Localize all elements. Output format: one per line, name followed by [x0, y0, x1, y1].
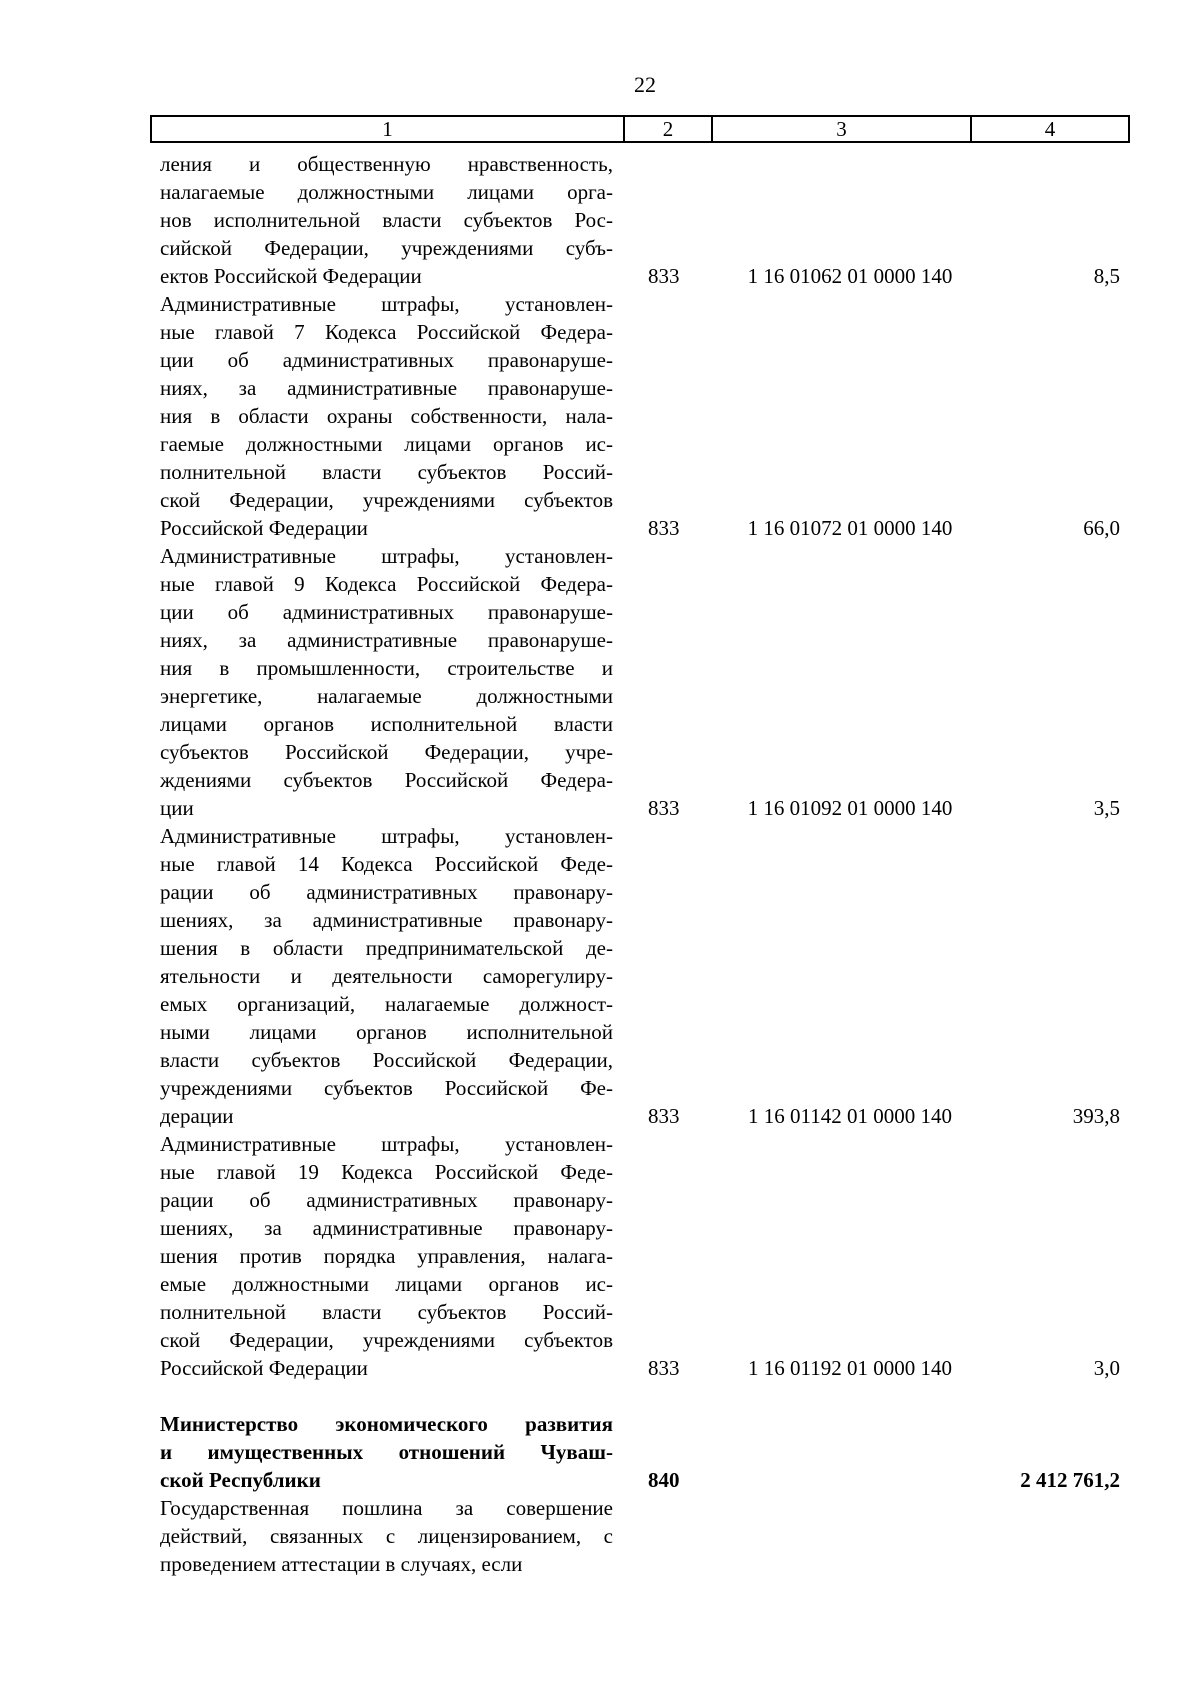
description-line: ятельности и деятельности саморегулиру-: [160, 964, 613, 988]
description-line: ные главой 9 Кодекса Российской Федера-: [160, 572, 613, 596]
table-row-continued: [160, 1494, 1120, 1578]
admin-code: 833: [648, 516, 680, 540]
table-row: [160, 290, 1120, 542]
description-line: ниях, за административные правонаруше-: [160, 376, 613, 400]
amount: 393,8: [1072, 1104, 1120, 1128]
description-line: ектов Российской Федерации: [160, 264, 422, 288]
row-description: [160, 822, 613, 1130]
row-description: [160, 290, 613, 542]
table-row: [160, 1130, 1120, 1382]
description-line: рации об административных правонару-: [160, 880, 613, 904]
description-line: Российской Федерации: [160, 1356, 368, 1380]
description-line: ные главой 14 Кодекса Российской Феде-: [160, 852, 613, 876]
row-description: [160, 150, 613, 290]
table-row: [160, 822, 1120, 1130]
header-col-1: 1: [152, 117, 625, 141]
description-line: ской Республики: [160, 1468, 321, 1492]
description-line: Административные штрафы, установлен-: [160, 544, 613, 568]
description-line: гаемые должностными лицами органов ис-: [160, 432, 613, 456]
page-number: 22: [634, 72, 656, 97]
table-row: [160, 542, 1120, 822]
description-line: ждениями субъектов Российской Федера-: [160, 768, 613, 792]
description-line: налагаемые должностными лицами орга-: [160, 180, 613, 204]
description-line: ской Федерации, учреждениями субъектов: [160, 1328, 613, 1352]
row-description: [160, 1494, 613, 1578]
description-line: ции: [160, 796, 194, 820]
description-line: Административные штрафы, установлен-: [160, 824, 613, 848]
description-line: ления и общественную нравственность,: [160, 152, 613, 176]
budget-code: 1 16 01092 01 0000 140: [747, 796, 953, 820]
amount: 8,5: [1093, 264, 1120, 288]
description-line: Российской Федерации: [160, 516, 368, 540]
budget-code: 1 16 01072 01 0000 140: [747, 516, 953, 540]
description-line: ской Федерации, учреждениями субъектов: [160, 488, 613, 512]
description-line: Министерство экономического развития: [160, 1412, 613, 1436]
table-row: [160, 150, 1120, 290]
budget-code: 1 16 01142 01 0000 140: [748, 1104, 952, 1128]
description-line: проведением аттестации в случаях, если: [160, 1552, 523, 1576]
description-line: ния в промышленности, строительстве и: [160, 656, 613, 680]
admin-code: 833: [648, 796, 680, 820]
amount: 66,0: [1083, 516, 1120, 540]
amount: 3,5: [1093, 796, 1120, 820]
description-line: емые должностными лицами органов ис-: [160, 1272, 613, 1296]
description-line: полнительной власти субъектов Россий-: [160, 460, 613, 484]
description-line: ния в области охраны собственности, нала-: [160, 404, 613, 428]
description-line: рации об административных правонару-: [160, 1188, 613, 1212]
admin-code: 833: [648, 1356, 680, 1380]
description-line: ные главой 19 Кодекса Российской Феде-: [160, 1160, 613, 1184]
description-line: Административные штрафы, установлен-: [160, 1132, 613, 1156]
description-line: нов исполнительной власти субъектов Рос-: [160, 208, 613, 232]
header-col-4: 4: [1044, 117, 1056, 141]
amount: 3,0: [1093, 1356, 1120, 1380]
description-line: ными лицами органов исполнительной: [160, 1020, 613, 1044]
description-line: ные главой 7 Кодекса Российской Федера-: [160, 320, 613, 344]
description-line: сийской Федерации, учреждениями субъ-: [160, 236, 613, 260]
budget-code: 1 16 01062 01 0000 140: [747, 264, 953, 288]
description-line: ции об административных правонаруше-: [160, 600, 613, 624]
row-description: [160, 542, 613, 822]
table-body: [160, 150, 1120, 1578]
amount: 2 412 761,2: [1020, 1468, 1120, 1492]
description-line: Государственная пошлина за совершение: [160, 1496, 613, 1520]
description-line: шения в области предпринимательской де-: [160, 936, 613, 960]
description-line: дерации: [160, 1104, 234, 1128]
description-line: емых организаций, налагаемые должност-: [160, 992, 613, 1016]
admin-code: 833: [648, 1104, 680, 1128]
description-line: субъектов Российской Федерации, учре-: [160, 740, 613, 764]
budget-code: 1 16 01192 01 0000 140: [748, 1356, 952, 1380]
admin-code: 833: [648, 264, 680, 288]
description-line: и имущественных отношений Чуваш-: [160, 1440, 613, 1464]
header-col-2: 2: [625, 117, 713, 141]
row-gap: [160, 1382, 1120, 1410]
row-description: [160, 1410, 613, 1494]
description-line: лицами органов исполнительной власти: [160, 712, 613, 736]
description-line: Административные штрафы, установлен-: [160, 292, 613, 316]
description-line: полнительной власти субъектов Россий-: [160, 1300, 613, 1324]
header-col-3: 3: [713, 117, 972, 141]
description-line: власти субъектов Российской Федерации,: [160, 1048, 613, 1072]
description-line: энергетике, налагаемые должностными: [160, 684, 613, 708]
description-line: шениях, за административные правонару-: [160, 1216, 613, 1240]
description-line: шениях, за административные правонару-: [160, 908, 613, 932]
description-line: ции об административных правонаруше-: [160, 348, 613, 372]
ministry-row: [160, 1410, 1120, 1494]
description-line: ниях, за административные правонаруше-: [160, 628, 613, 652]
row-description: [160, 1130, 613, 1382]
description-line: действий, связанных с лицензированием, с: [160, 1524, 613, 1548]
table-header: [150, 115, 1130, 143]
description-line: шения против порядка управления, налага-: [160, 1244, 613, 1268]
admin-code: 840: [648, 1468, 680, 1492]
description-line: учреждениями субъектов Российской Фе-: [160, 1076, 613, 1100]
